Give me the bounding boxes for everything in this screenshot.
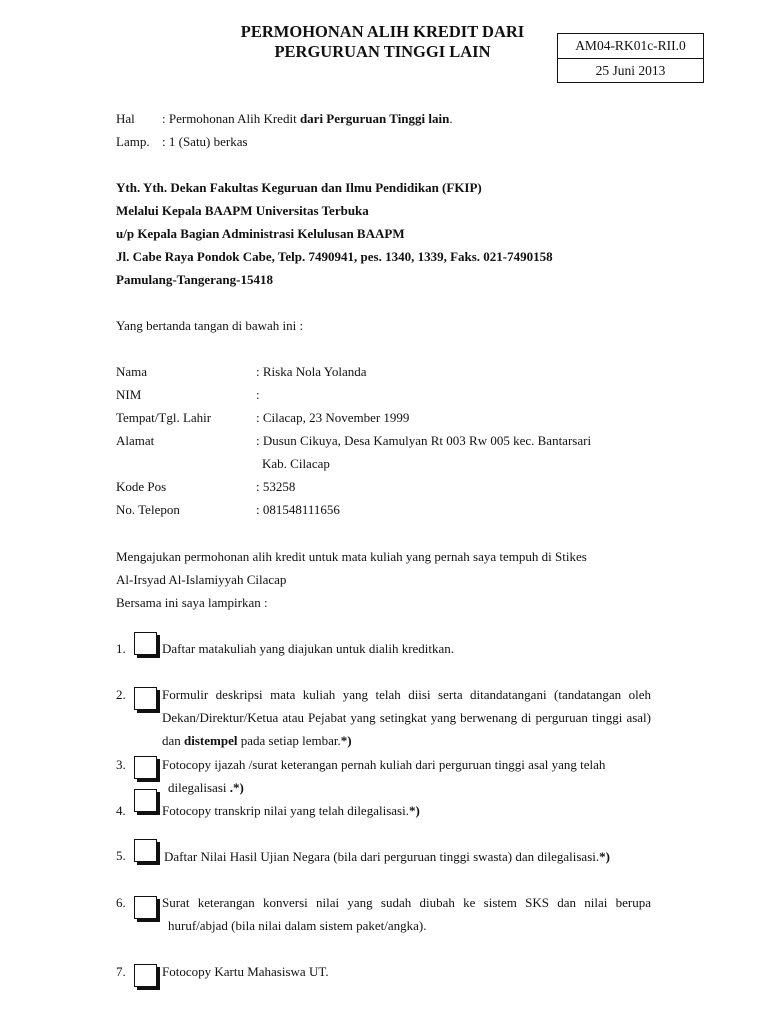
attachment-footnote-mark: *) [340,733,352,748]
field-label: NIM [116,387,142,402]
attachment-text [162,891,651,937]
field-label: No. Telepon [116,502,180,517]
attachment-text-part: pada setiap lembar. [237,733,341,748]
document-title-line1: PERMOHONAN ALIH KREDIT DARI [240,22,525,41]
attachment-text-part: Formulir deskripsi mata kuliah yang telah diisi serta ditandatangani (tandatangan oleh Dekan/Direktur/Ketua atau Pejabat yang setingkat yang berwenang di perguruan tinggi asal) dan [162,687,651,748]
recipient-line: Melalui Kepala BAAPM Universitas Terbuka [116,203,369,218]
document-title-line2: PERGURUAN TINGGI LAIN [274,42,491,61]
attachment-number: 4. [116,803,126,818]
attachment-text [162,845,651,868]
lamp-label: Lamp. [116,134,150,149]
attachment-number: 5. [116,848,126,863]
attachment-number: 1. [116,641,126,656]
attachment-text-part: Daftar Nilai Hasil Ujian Negara (bila dari perguruan tinggi swasta) dan dilegalisasi. [164,849,600,864]
attachment-text [162,799,651,822]
field-value: Kab. Cilacap [262,456,330,471]
document-date: 25 Juni 2013 [558,58,703,83]
document-code: AM04-RK01c-RII.0 [575,38,686,53]
field-value: : Riska Nola Yolanda [256,364,367,379]
field-value: : 081548111656 [256,502,340,517]
attachment-checkbox[interactable] [134,632,157,655]
attachment-checkbox[interactable] [134,896,157,919]
recipient-line: Jl. Cabe Raya Pondok Cabe, Telp. 7490941, pes. 1340, 1339, Faks. 021-7490158 [116,249,553,264]
field-value: : 53258 [256,479,296,494]
attachment-checkbox[interactable] [134,687,157,710]
attachment-text-line: Surat keterangan konversi nilai yang sudah diubah ke sistem SKS dan nilai berupa [162,895,651,910]
lamp-value: : 1 (Satu) berkas [162,134,248,149]
document-code-box [557,33,704,83]
subject-hal-row [116,111,453,127]
hal-value-end: . [449,111,453,126]
attachment-checkbox[interactable] [134,756,157,779]
recipient-line: Yth. Yth. Dekan Fakultas Keguruan dan Ilmu Pendidikan (FKIP) [116,180,482,195]
request-line: Mengajukan permohonan alih kredit untuk mata kuliah yang pernah saya tempuh di Stikes [116,549,587,564]
field-label: Alamat [116,433,155,448]
hal-label: Hal [116,111,135,126]
attachment-number: 2. [116,687,126,702]
recipient-line: Pamulang-Tangerang-15418 [116,272,273,287]
attachment-text-line [162,776,651,799]
attachment-text-bold: distempel [184,733,238,748]
attachment-footnote-mark: *) [408,803,420,818]
attachment-checkbox[interactable] [134,964,157,987]
attachment-text-part: Fotocopy transkrip nilai yang telah dilegalisasi. [162,803,409,818]
attachment-footnote-mark: .*) [229,780,244,795]
recipient-line: u/p Kepala Bagian Administrasi Kelulusan BAAPM [116,226,405,241]
field-value: : [256,387,260,402]
field-label: Tempat/Tgl. Lahir [116,410,212,425]
field-value: : Dusun Cikuya, Desa Kamulyan Rt 003 Rw 005 kec. Bantarsari [256,433,592,448]
field-label: Kode Pos [116,479,167,494]
attachment-text-part: dilegalisasi [168,780,230,795]
hal-value-bold: dari Perguruan Tinggi lain [299,111,450,126]
hal-value-plain: : Permohonan Alih Kredit [162,111,300,126]
field-value: : Cilacap, 23 November 1999 [256,410,410,425]
attachment-checkbox[interactable] [134,789,157,812]
attachment-number: 7. [116,964,126,979]
hal-value [162,111,453,127]
attachment-text: Daftar matakuliah yang diajukan untuk dialih kreditkan. [162,641,455,656]
attachment-checkbox[interactable] [134,839,157,862]
attachment-text: Fotocopy Kartu Mahasiswa UT. [162,964,329,979]
attachment-text-line: huruf/abjad (bila nilai dalam sistem paket/angka). [168,918,427,933]
attachment-text [162,753,651,799]
intro-text: Yang bertanda tangan di bawah ini : [116,318,304,333]
attachment-number: 3. [116,757,126,772]
attachment-text-line: Fotocopy ijazah /surat keterangan pernah kuliah dari perguruan tinggi asal yang telah [162,757,606,772]
attachment-footnote-mark: *) [599,849,610,864]
field-label: Nama [116,364,148,379]
attachment-number: 6. [116,895,126,910]
request-line: Bersama ini saya lampirkan : [116,595,268,610]
subject-lamp-row [116,134,248,150]
request-line: Al-Irsyad Al-Islamiyyah Cilacap [116,572,287,587]
attachment-text [162,683,651,752]
